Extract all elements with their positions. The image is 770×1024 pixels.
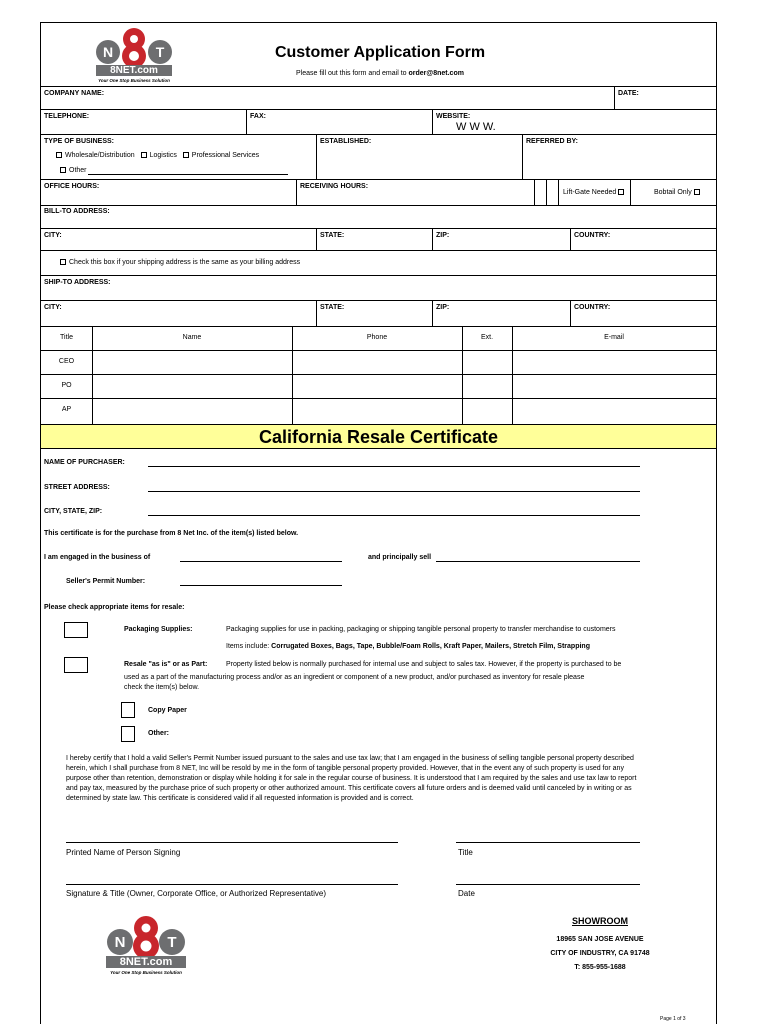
svg-text:T: T xyxy=(167,934,177,951)
other-business-label: Other xyxy=(69,167,87,174)
resale-checkbox[interactable] xyxy=(64,657,88,673)
logistics-label: Logistics xyxy=(149,152,177,159)
same-address-option xyxy=(60,259,300,266)
bobtail-option xyxy=(654,189,703,196)
table-header-phone: Phone xyxy=(366,334,388,341)
row-line xyxy=(41,179,716,180)
logistics-checkbox[interactable] xyxy=(141,152,147,158)
date-label: DATE: xyxy=(618,90,639,97)
table-header-name: Name xyxy=(182,334,202,341)
col-line xyxy=(570,300,571,326)
row-line xyxy=(41,228,716,229)
row-line xyxy=(41,326,716,327)
signature-line[interactable] xyxy=(66,884,398,885)
form-title: Customer Application Form xyxy=(274,44,486,61)
row-line xyxy=(41,350,716,351)
website-value: W W W. xyxy=(456,121,496,133)
company-logo-top xyxy=(84,26,184,88)
showroom-city: CITY OF INDUSTRY, CA 91748 xyxy=(550,950,650,957)
table-row-ap: AP xyxy=(61,406,72,413)
showroom-phone: T: 855-955-1688 xyxy=(574,964,626,971)
zip-label: ZIP: xyxy=(436,232,450,239)
business-options xyxy=(56,152,259,159)
col-line xyxy=(558,179,559,205)
same-address-checkbox[interactable] xyxy=(60,259,66,265)
col-line xyxy=(570,228,571,250)
bobtail-label: Bobtail Only xyxy=(654,189,692,196)
wholesale-checkbox[interactable] xyxy=(56,152,62,158)
row-line xyxy=(41,134,716,135)
packaging-checkbox[interactable] xyxy=(64,622,88,638)
state-label-2: STATE: xyxy=(320,304,345,311)
title-line[interactable] xyxy=(456,842,640,843)
showroom-address: 18965 SAN JOSE AVENUE xyxy=(556,936,644,943)
street-address-input-line[interactable] xyxy=(148,491,640,492)
company-logo-bottom xyxy=(96,914,196,980)
table-header-email: E-mail xyxy=(604,334,624,341)
professional-services-label: Professional Services xyxy=(191,152,260,159)
packaging-description: Packaging supplies for use in packing, packaging or shipping tangible personal property to transfer merchandise to customers xyxy=(226,626,616,633)
page-number: Page 1 of 3 xyxy=(660,1016,686,1022)
col-line xyxy=(296,179,297,205)
col-line xyxy=(246,109,247,134)
lift-gate-label: Lift-Gate Needed xyxy=(563,189,617,196)
purchaser-input-line[interactable] xyxy=(148,466,640,467)
other-business-checkbox[interactable] xyxy=(60,167,66,173)
certificate-title-band xyxy=(41,424,716,449)
resale-description-2: used as a part of the manufacturing process and/or as an ingredient or component of a new product, and/or purchased as inventory for resale please xyxy=(124,674,585,681)
other-business-input-line[interactable] xyxy=(88,174,288,175)
engaged-label: I am engaged in the business of xyxy=(44,554,151,561)
table-header-title: Title xyxy=(60,334,73,341)
wholesale-label: Wholesale/Distribution xyxy=(65,152,135,159)
resale-label: Resale "as is" or as Part: xyxy=(124,661,208,668)
col-line xyxy=(630,179,631,205)
zip-label-2: ZIP: xyxy=(436,304,450,311)
street-address-label: STREET ADDRESS: xyxy=(44,484,110,491)
row-line xyxy=(41,275,716,276)
city-state-zip-input-line[interactable] xyxy=(148,515,640,516)
other-item-checkbox[interactable] xyxy=(121,726,135,742)
copy-paper-label: Copy Paper xyxy=(148,707,187,714)
country-label-2: COUNTRY: xyxy=(574,304,611,311)
logo-text-bottom: 8NET.com xyxy=(119,956,173,968)
permit-label: Seller's Permit Number: xyxy=(66,578,146,585)
bobtail-checkbox[interactable] xyxy=(694,189,700,195)
row-line xyxy=(41,109,716,110)
printed-name-line[interactable] xyxy=(66,842,398,843)
col-line xyxy=(432,109,433,134)
other-item-label: Other: xyxy=(148,730,169,737)
logo-tagline-bottom: Your One Stop Business Solution xyxy=(110,970,182,975)
city-label-2: CITY: xyxy=(44,304,62,311)
professional-services-checkbox[interactable] xyxy=(183,152,189,158)
check-items-label: Please check appropriate items for resale: xyxy=(44,604,185,611)
svg-text:T: T xyxy=(155,44,165,60)
table-row-ceo: CEO xyxy=(58,358,75,365)
type-of-business-label: TYPE OF BUSINESS: xyxy=(44,138,115,145)
col-line xyxy=(546,179,547,205)
showroom-heading: SHOWROOM xyxy=(572,916,628,926)
col-line xyxy=(432,228,433,250)
col-line xyxy=(522,134,523,179)
subtitle-prefix: Please fill out this form and email to xyxy=(296,70,409,77)
permit-input-line[interactable] xyxy=(180,585,342,586)
resale-description-3: check the item(s) below. xyxy=(124,684,200,691)
table-row-po: PO xyxy=(61,382,72,389)
col-line xyxy=(316,228,317,250)
copy-paper-checkbox[interactable] xyxy=(121,702,135,718)
country-label: COUNTRY: xyxy=(574,232,611,239)
engaged-input-line[interactable] xyxy=(180,561,342,562)
telephone-label: TELEPHONE: xyxy=(44,113,90,120)
items-include xyxy=(226,643,590,650)
ship-to-label: SHIP-TO ADDRESS: xyxy=(44,279,111,286)
city-label: CITY: xyxy=(44,232,62,239)
title-label: Title xyxy=(458,848,473,857)
referred-by-label: REFERRED BY: xyxy=(526,138,578,145)
resale-description-1: Property listed below is normally purchased for internal use and subject to sales tax. However, if the property is purchased to be xyxy=(226,661,622,668)
state-label: STATE: xyxy=(320,232,345,239)
logo-tagline: Your One Stop Business Solution xyxy=(98,78,170,83)
same-address-label: Check this box if your shipping address is the same as your billing address xyxy=(69,259,301,266)
row-line xyxy=(41,398,716,399)
row-line xyxy=(41,374,716,375)
items-include-prefix: Items include: xyxy=(226,643,272,650)
purchaser-label: NAME OF PURCHASER: xyxy=(44,459,125,466)
col-line xyxy=(614,86,615,109)
other-option xyxy=(60,167,87,174)
fax-label: FAX: xyxy=(250,113,266,120)
col-line xyxy=(316,300,317,326)
subtitle-email: order@8net.com xyxy=(408,70,464,77)
printed-name-label: Printed Name of Person Signing xyxy=(66,848,181,857)
items-include-list: Corrugated Boxes, Bags, Tape, Bubble/Foam Rolls, Kraft Paper, Mailers, Stretch Film, Strapping xyxy=(271,643,590,650)
date-line[interactable] xyxy=(456,884,640,885)
form-subtitle xyxy=(220,70,540,77)
date-sign-label: Date xyxy=(458,889,475,898)
office-hours-label: OFFICE HOURS: xyxy=(44,183,100,190)
company-name-label: COMPANY NAME: xyxy=(44,90,105,97)
website-label: WEBSITE: xyxy=(436,113,471,120)
certify-paragraph: I hereby certify that I hold a valid Seller's Permit Number issued pursuant to the sales and use tax law; that I am engaged in the business of selling tangible personal property described herein, which I shall purchase from 8 NET, Inc will be resold by me in the form of tangible personal property provided. However, that in the event any of such property is used for any purpose other than retention, demonstration or display while holding it for sale in the regular course of business. It is understood that I am required by the sales and use tax law to report and pay tax, measured by the purchase price of such property or other authorized amount. This certificate covers all future orders and is deemed valid until canceled by in writing or as determined by state law. This certificate is considered valid if all requested information is provided and is correct. xyxy=(66,755,637,802)
row-line xyxy=(41,205,716,206)
receiving-hours-label: RECEIVING HOURS: xyxy=(300,183,369,190)
established-label: ESTABLISHED: xyxy=(320,138,372,145)
packaging-label: Packaging Supplies: xyxy=(124,626,193,633)
table-header-ext: Ext. xyxy=(480,334,494,341)
principally-input-line[interactable] xyxy=(436,561,640,562)
bill-to-label: BILL-TO ADDRESS: xyxy=(44,208,110,215)
page-border xyxy=(40,22,717,1024)
col-line xyxy=(432,300,433,326)
principally-label: and principally sell xyxy=(368,554,432,561)
row-line xyxy=(41,300,716,301)
row-line xyxy=(41,250,716,251)
col-line xyxy=(534,179,535,205)
lift-gate-checkbox[interactable] xyxy=(618,189,624,195)
certificate-title: California Resale Certificate xyxy=(258,427,499,447)
lift-gate-option xyxy=(563,189,627,196)
purpose-text: This certificate is for the purchase from 8 Net Inc. of the item(s) listed below. xyxy=(44,530,299,537)
city-state-zip-label: CITY, STATE, ZIP: xyxy=(44,508,103,515)
col-line xyxy=(316,134,317,179)
svg-text:N: N xyxy=(114,934,126,951)
signature-label: Signature & Title (Owner, Corporate Office, or Authorized Representative) xyxy=(66,889,326,898)
svg-text:N: N xyxy=(102,44,114,60)
logo-text: 8NET.com xyxy=(110,65,158,76)
